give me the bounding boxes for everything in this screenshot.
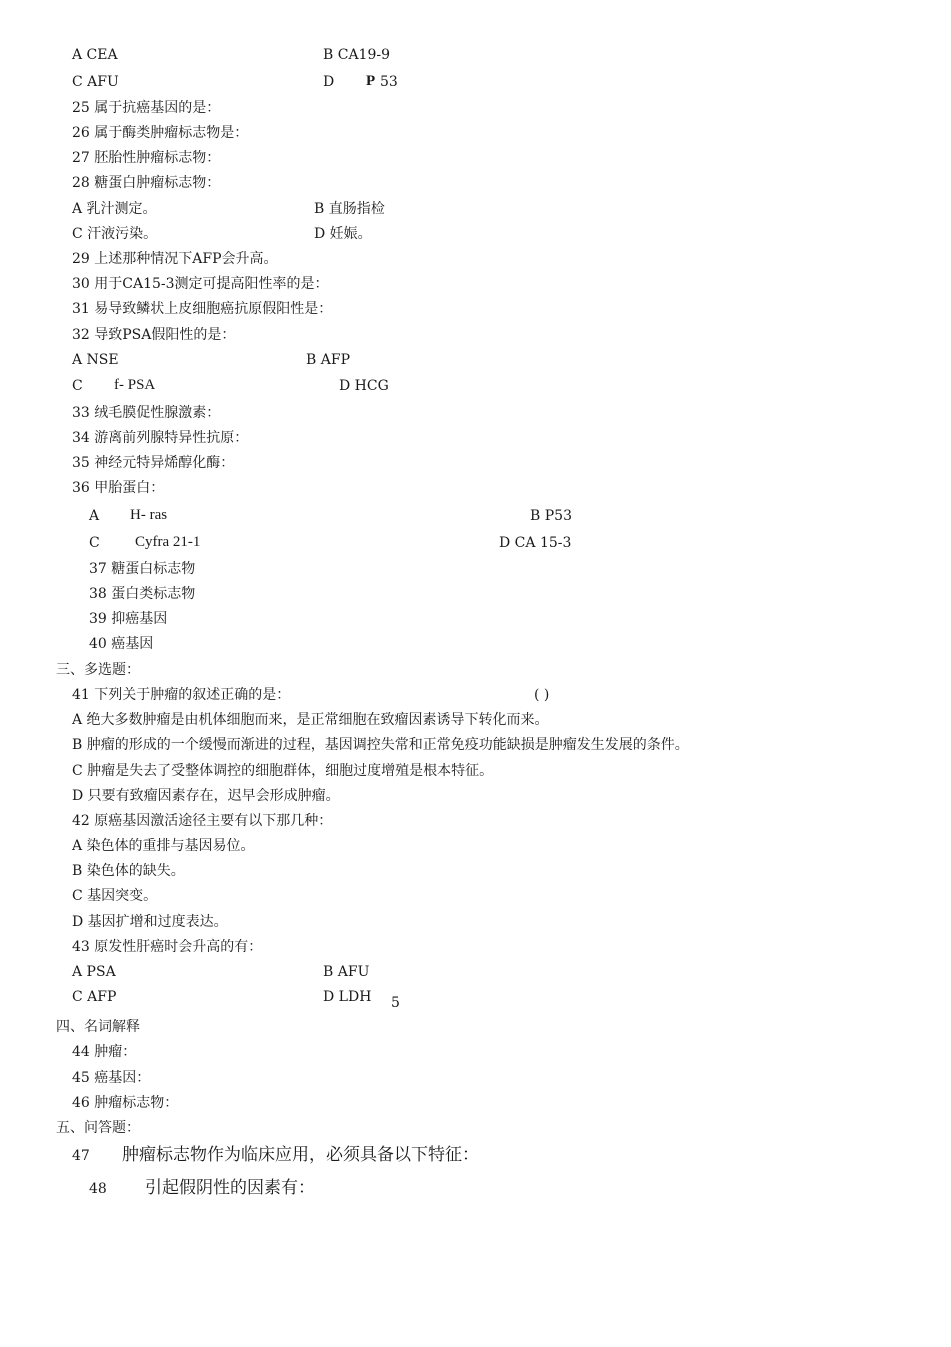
- option-line: A 绝大多数肿瘤是由机体细胞而来，是正常细胞在致瘤因素诱导下转化而来。: [72, 712, 549, 728]
- section-heading: 三、多选题：: [56, 662, 140, 678]
- question-line: 44 肿瘤：: [72, 1044, 137, 1060]
- option-line: B CA19-9: [323, 47, 391, 63]
- question-line: 26 属于酶类肿瘤标志物是：: [72, 125, 249, 141]
- question-line: 41 下列关于肿瘤的叙述正确的是：: [72, 687, 291, 703]
- option-line: A 染色体的重排与基因易位。: [72, 838, 255, 854]
- option-text: H- ras: [130, 507, 168, 523]
- option-line: D HCG: [339, 378, 389, 394]
- question-text: 引起假阴性的因素有：: [145, 1178, 315, 1198]
- option-line: D LDH: [323, 989, 372, 1005]
- question-line: 45 癌基因：: [72, 1070, 151, 1086]
- option-letter: C: [89, 535, 100, 551]
- page-number: 5: [391, 995, 400, 1011]
- question-line: 38 蛋白类标志物: [89, 586, 196, 602]
- option-line: C 基因突变。: [72, 888, 158, 904]
- question-line: 25 属于抗癌基因的是：: [72, 100, 221, 116]
- question-line: 29 上述那种情况下AFP会升高。: [72, 251, 278, 267]
- question-line: 40 癌基因: [89, 636, 154, 652]
- question-number: 48: [89, 1181, 107, 1197]
- question-line: 27 胚胎性肿瘤标志物：: [72, 150, 221, 166]
- option-letter: D: [323, 74, 335, 90]
- question-line: 34 游离前列腺特异性抗原：: [72, 430, 249, 446]
- option-line: D 只要有致瘤因素存在，迟早会形成肿瘤。: [72, 788, 340, 804]
- option-line: C 汗液污染。: [72, 226, 158, 242]
- option-line: B P53: [530, 508, 572, 524]
- question-line: 35 神经元特异烯醇化酶：: [72, 455, 235, 471]
- option-text: Cyfra 21-1: [135, 534, 201, 550]
- section-heading: 四、名词解释: [56, 1019, 140, 1035]
- question-line: 30 用于CA15-3测定可提高阳性率的是：: [72, 276, 329, 292]
- section-heading: 五、问答题：: [56, 1120, 140, 1136]
- option-line: B 直肠指检: [314, 201, 385, 217]
- option-line: B 染色体的缺失。: [72, 863, 185, 879]
- option-letter: A: [89, 508, 100, 524]
- option-line: D CA 15-3: [499, 535, 572, 551]
- answer-paren: ( ): [534, 687, 550, 703]
- question-line: 36 甲胎蛋白：: [72, 480, 165, 496]
- option-line: B 肿瘤的形成的一个缓慢而渐进的过程，基因调控失常和正常免疫功能缺损是肿瘤发生发展的条件。: [72, 737, 689, 753]
- option-line: C AFP: [72, 989, 117, 1005]
- option-line: C 肿瘤是失去了受整体调控的细胞群体，细胞过度增殖是根本特征。: [72, 763, 494, 779]
- option-text: 53: [380, 74, 398, 90]
- question-line: 46 肿瘤标志物：: [72, 1095, 179, 1111]
- option-line: A NSE: [72, 352, 119, 368]
- question-line: 42 原癌基因激活途径主要有以下那几种：: [72, 813, 333, 829]
- option-text: P: [366, 73, 376, 89]
- question-line: 31 易导致鳞状上皮细胞癌抗原假阳性是：: [72, 301, 333, 317]
- option-line: B AFU: [323, 964, 370, 980]
- option-text: f- PSA: [114, 377, 156, 393]
- option-line: C AFU: [72, 74, 119, 90]
- question-line: 33 绒毛膜促性腺激素：: [72, 405, 221, 421]
- option-letter: C: [72, 378, 83, 394]
- option-line: B AFP: [306, 352, 350, 368]
- option-line: D 基因扩增和过度表达。: [72, 914, 228, 930]
- question-line: 43 原发性肝癌时会升高的有：: [72, 939, 263, 955]
- question-line: 37 糖蛋白标志物: [89, 561, 196, 577]
- question-text: 肿瘤标志物作为临床应用，必须具备以下特征：: [122, 1145, 479, 1165]
- question-line: 32 导致PSA假阳性的是：: [72, 327, 236, 343]
- option-line: D 妊娠。: [314, 226, 372, 242]
- question-line: 39 抑癌基因: [89, 611, 168, 627]
- option-line: A 乳汁测定。: [72, 201, 157, 217]
- question-line: 28 糖蛋白肿瘤标志物：: [72, 175, 221, 191]
- option-line: A CEA: [72, 47, 118, 63]
- option-line: A PSA: [72, 964, 116, 980]
- question-number: 47: [72, 1148, 90, 1164]
